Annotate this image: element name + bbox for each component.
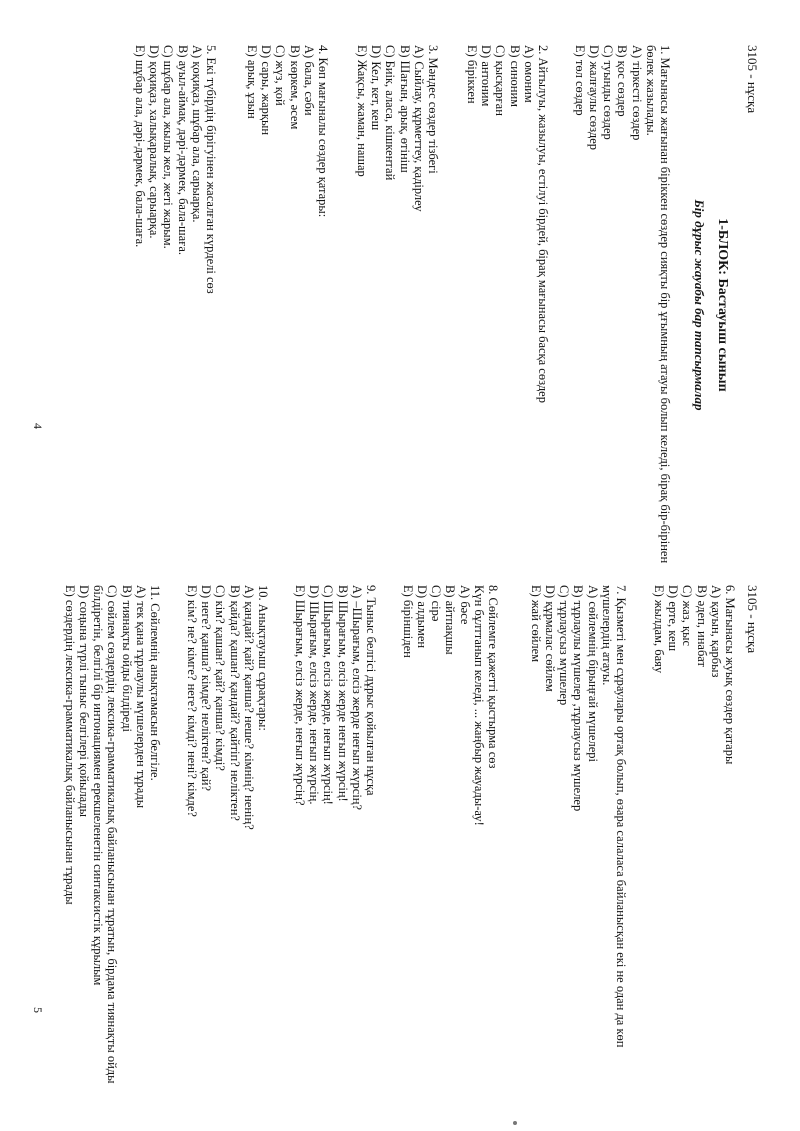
- question-1: [573, 45, 672, 565]
- question-8: [401, 585, 500, 1105]
- answer-option: А) –Шырағым, елсіз жерде неғып жүрсің?: [349, 585, 364, 811]
- answer-option: D) соңына түрлі тыныс белгілері қойылады: [76, 585, 91, 817]
- question-7: [529, 585, 628, 1105]
- answer-option: Е) арық, ұзын: [244, 45, 259, 119]
- answer-option: А) Сыйлау, құрметтеу, қадірлеу: [411, 45, 426, 212]
- question-4: [245, 45, 330, 565]
- answer-option: D) неге? қанша? кімде? неліктен? қай?: [199, 585, 214, 792]
- answer-option: В) Шырағым, елсіз жерде неғып жүрсің!: [335, 585, 350, 802]
- answer-option: Е) Жақсы, жаман, нашар: [354, 45, 369, 177]
- question-9: [293, 585, 378, 1105]
- answer-option: D) Кел, кет, кеш: [369, 45, 384, 131]
- answer-option: А) тек қана тұрлаулы мүшелерден тұрады: [133, 585, 148, 809]
- answer-option: А) қауын, қарбыз: [708, 585, 723, 678]
- answer-option: В) қос сөздер: [615, 45, 630, 117]
- question-stem: 7. Қызметі мен сұраулары ортақ болып, өзара салаласа байланысқан екі не одан да көп мүшелердің атауы.: [599, 585, 628, 1048]
- page-number-left: 4: [31, 423, 45, 429]
- answer-option: D) антоним: [479, 45, 494, 107]
- answer-option: Е) Шырағым, елсіз жерде, неғып жүрсің?: [292, 585, 307, 806]
- answer-option: С) жаз, қыс: [680, 585, 695, 647]
- answer-option: Е) біріккен: [464, 45, 479, 104]
- answer-option: А) бала, сәби: [301, 45, 316, 116]
- question-3: [355, 45, 440, 565]
- answer-option: Е) төл сөздер: [572, 45, 587, 116]
- question-5: [133, 45, 218, 565]
- answer-option: С) жүз, қой: [273, 45, 288, 106]
- answer-option: Е) сөздердің лексика-грамматикалық байланысынан тұрады: [62, 585, 77, 905]
- question-stem: 1. Мағынасы жағынан біріккен сөздер сияқты бір ұғымның атауы болып келеді, бірақ бір-бірінен бөлек жазылады.: [643, 45, 672, 564]
- answer-option: А) омоним: [521, 45, 536, 103]
- rotated-spread: [30, 45, 770, 1105]
- answer-option: А) қоқиқаз, шұбар ала, сарыарқа.: [189, 45, 204, 223]
- answer-option: В) тиянақты ойды білдіреді: [119, 585, 134, 733]
- answer-option: Е) кім? не? кімге? неге? кімді? нені? кімде?: [184, 585, 199, 817]
- answer-option: С) сөйлем сөздердің лексика-грамматикалық байланысынан тұратын, бірдама тиянақты ойды білдіретін, белгілі бір интонациямен ерекшеленетін синтаксистік құрылым: [91, 585, 120, 1084]
- answer-option: D) жалғаулы сөздер: [586, 45, 601, 151]
- answer-option: В) әдеп, инабат: [694, 585, 709, 667]
- page-number-right: 5: [31, 1007, 45, 1013]
- answer-option: Е) жай сөйлем: [528, 585, 543, 663]
- answer-option: D) ерте, кеш: [666, 585, 681, 652]
- answer-option: В) айтпақшы: [443, 585, 458, 655]
- question-stem: 3. Мәндес сөздер тізбегі: [426, 45, 440, 174]
- question-stem: 4. Көп мағыналы сөздер қатары:: [316, 45, 330, 218]
- question-stem: 2. Айтылуы, жазылуы, естілуі бірдей, бірақ мағынасы басқа сөздер: [536, 45, 550, 403]
- question-stem: 5. Екі түбірдің бірігуінен жасалған күрделі сөз: [204, 45, 218, 294]
- question-stem: 6. Мағынасы жуық сөздер қатары: [723, 585, 737, 765]
- answer-option: В) синоним: [507, 45, 522, 108]
- variant-header-right: 3105 - нұсқа: [745, 585, 760, 654]
- block-subtitle: Бір дұрыс жауабы бар тапсырмалар: [692, 199, 707, 411]
- answer-option: Е) біріншіден: [400, 585, 415, 658]
- answer-option: D) қоқиқаз, халықаралық, сарыарқа.: [147, 45, 162, 239]
- answer-option: С) Биік, аласа, кішкентай: [383, 45, 398, 181]
- answer-option: С) кім? қашан? қай? қанша? кімді?: [213, 585, 228, 771]
- question-2: [465, 45, 550, 565]
- question-stem: 11. Сөйлемнің анықтамасын белгіле.: [148, 585, 162, 781]
- answer-option: С) шұбар ала, жылы жел, жеті жарым.: [161, 45, 176, 249]
- question-stem: 8. Сөйлемге қажетті қыстырма сөз: [486, 585, 500, 769]
- answer-option: D) Шырағым, елсіз жерде, неғып жүрсің.: [307, 585, 322, 805]
- answer-option: А) сөйлемнің бірыңғай мүшелері: [585, 585, 600, 762]
- answer-option: В) ауыл-аймақ, дәрі-дәрмек, бала-шаға.: [175, 45, 190, 256]
- answer-option: А) қандай? қай? қанша? неше? кімнің? ненің?: [241, 585, 256, 830]
- variant-header-left: 3105 - нұсқа: [745, 45, 760, 114]
- answer-option: Е) жылдам, баяу: [651, 585, 666, 674]
- answer-option: D) алдымен: [414, 585, 429, 649]
- answer-option: В) қайда? қашан? қандай? қайтіп? неліктен?: [227, 585, 242, 821]
- answer-option: С) қысқарған: [493, 45, 508, 116]
- answer-option: А) тіркесті сөздер: [629, 45, 644, 141]
- answer-option: С) туынды сөздер: [601, 45, 616, 140]
- answer-option: С) сірә: [429, 585, 444, 622]
- question-sentence: Күн бұлттанып келеді, ... жаңбыр жауады-ау!: [471, 585, 486, 826]
- question-stem: 9. Тыныс белгісі дұрыс қойылған нұсқа: [364, 585, 378, 796]
- block-title: 1-БЛОК: Бастауыш сынып: [715, 218, 730, 392]
- answer-option: D) сары, жарқын: [259, 45, 274, 136]
- scan-speck: [513, 1121, 517, 1125]
- answer-option: С) Шырағым, елсіз жерде, неғып жүрсің!: [321, 585, 336, 805]
- answer-option: Е) шұбар ала, дәрі-дәрмек, бала-шаға.: [132, 45, 147, 248]
- answer-option: В) көркем, әсем: [287, 45, 302, 130]
- answer-option: С) тұрлаусыз мүшелер: [557, 585, 572, 706]
- question-11: [63, 585, 162, 1105]
- question-stem: 10. Анықтауыш сұрақтары:: [256, 585, 270, 731]
- answer-option: А) бәсе: [457, 585, 472, 625]
- answer-option: В) Шағын, арық, өтініш: [397, 45, 412, 173]
- answer-option: В) тұрлаулы мүшелер ,тұрлаусыз мүшелер: [571, 585, 586, 812]
- question-6: [652, 585, 737, 1105]
- question-10: [185, 585, 270, 1105]
- answer-option: D) құрмалас сөйлем: [542, 585, 557, 692]
